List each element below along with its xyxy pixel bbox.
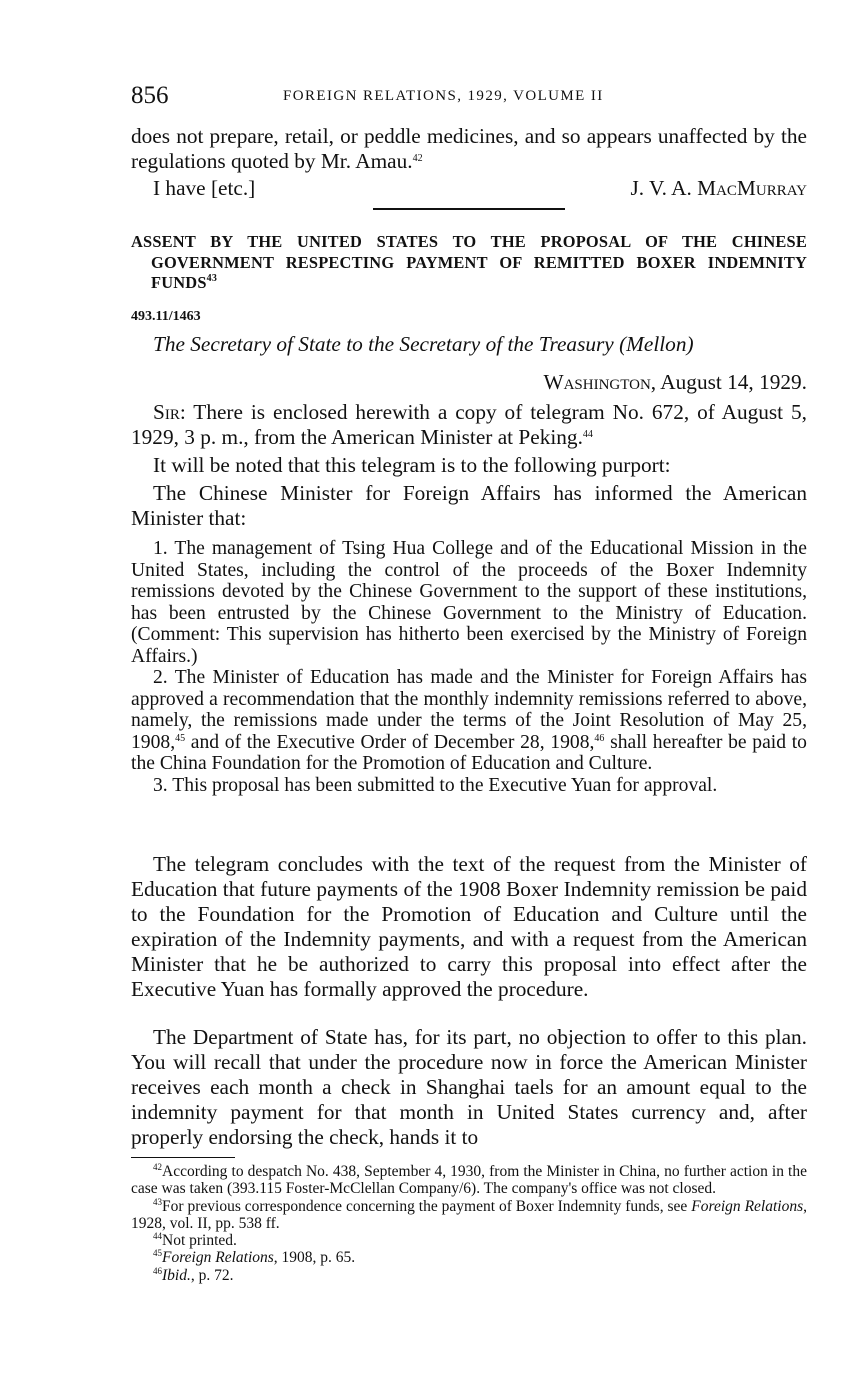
footnote-45	[131, 1249, 807, 1266]
footnote-46-italic: Ibid.	[162, 1266, 191, 1284]
section-heading	[131, 232, 807, 294]
paragraph-1-text: : There is enclosed herewith a copy of telegram No. 672, of August 5, 1929, 3 p. m., from the American Minister at Peking.	[131, 400, 807, 449]
dateline-place: Washington	[543, 370, 651, 394]
opening-paragraph	[131, 124, 807, 174]
section-heading-text: ASSENT BY THE UNITED STATES TO THE PROPOSAL OF THE CHINESE GOVERNMENT RESPECTING PAYMENT OF REMITTED BOXER INDEMNITY FUNDS	[131, 232, 807, 292]
closing-formula: I have [etc.]	[153, 176, 256, 200]
letter-paragraph-5: The Department of State has, for its part, no objection to offer to this plan. You will recall that under the procedure now in force the American Minister receives each month a check in Shanghai taels for an amount equal to the indemnity payment for that month in United States currency and, after properly endorsing the check, hands it to	[131, 1025, 807, 1149]
letter-paragraph-3: The Chinese Minister for Foreign Affairs has informed the American Minister that:	[131, 481, 807, 530]
footnote-ref-45[interactable]: 45	[175, 732, 186, 744]
footnote-42-mark: 42	[153, 1162, 162, 1172]
list-item-2	[131, 667, 807, 775]
footnote-44-mark: 44	[153, 1231, 162, 1242]
footnote-43-mark: 43	[153, 1196, 162, 1207]
salutation: Sir	[153, 400, 180, 424]
footnotes	[131, 1163, 807, 1284]
footnote-43	[131, 1198, 807, 1233]
list-item-2-part-c: shall hereafter be paid to the China Foundation for the Promotion of Education and Culture.	[131, 731, 807, 774]
opening-text: does not prepare, retail, or peddle medicines, and so appears unaffected by the regulations quoted by Mr. Amau.	[131, 124, 807, 173]
list-item-3: 3. This proposal has been submitted to the Executive Yuan for approval.	[153, 774, 718, 796]
list-item-1: 1. The management of Tsing Hua College and of the Educational Mission in the United States, including the control of the proceeds of the Boxer Indemnity remissions devoted by the Chinese Government to the support of these institutions, has been entrusted by the Chinese Government to the Ministry of Education. (Comment: This supervision has hitherto been exercised by the Ministry of Foreign Affairs.)	[131, 538, 807, 667]
running-title: FOREIGN RELATIONS, 1929, VOLUME II	[283, 88, 604, 104]
footnote-ref-42[interactable]: 42	[412, 153, 423, 164]
page-number: 856	[131, 82, 169, 109]
letter-paragraph-1	[131, 400, 807, 450]
list-item-2-part-a: 2. The Minister of Education has made and the Minister for Foreign Affairs has approved a recommendation that the monthly indemnity remissions referred to above, namely, the remissions made under the terms of the Joint Resolution of May 25, 1908,	[131, 667, 807, 753]
numbered-list	[131, 538, 807, 796]
section-divider	[373, 208, 565, 210]
footnote-42-text: According to despatch No. 438, September 4, 1930, from the Minister in China, no further action in the case was taken (393.115 Foster-McClellan Company/6). The company's office was not closed.	[131, 1163, 807, 1198]
dateline-date: , August 14, 1929.	[650, 370, 807, 394]
footnote-46-text: , p. 72.	[190, 1266, 234, 1284]
closing-row	[131, 176, 807, 202]
footnote-43-italic: Foreign Relations	[691, 1197, 804, 1215]
dateline	[543, 370, 807, 395]
footnote-45-text: , 1908, p. 65.	[273, 1249, 356, 1267]
letter-paragraph-4: The telegram concludes with the text of the request from the Minister of Education that future payments of the 1908 Boxer Indemnity remission be paid to the Foundation for the Promotion of Education and Culture until the expiration of the Indemnity payments, and with a request from the American Minister that he be authorized to carry this proposal into effect after the Executive Yuan has formally approved the procedure.	[131, 852, 807, 1001]
list-item-2-part-b: and of the Executive Order of December 28, 1908,	[185, 731, 595, 753]
page-header	[131, 82, 807, 112]
footnote-42	[131, 1163, 807, 1198]
footnote-43-text-a: For previous correspondence concerning the payment of Boxer Indemnity funds, see	[162, 1197, 692, 1215]
footnote-ref-44[interactable]: 44	[582, 429, 593, 440]
footnote-46-mark: 46	[153, 1265, 162, 1276]
footnote-ref-46[interactable]: 46	[594, 732, 605, 744]
footnote-45-mark: 45	[153, 1248, 162, 1259]
document-title: The Secretary of State to the Secretary of the Treasury (Mellon)	[153, 332, 694, 356]
footnote-divider	[131, 1157, 235, 1158]
signature: J. V. A. MacMurray	[630, 176, 807, 200]
footnote-45-italic: Foreign Relations	[162, 1249, 274, 1267]
footnote-46	[131, 1267, 807, 1284]
footnote-43-text-b: , 1928, vol. II, pp. 538 ff.	[131, 1197, 807, 1232]
letter-paragraph-2: It will be noted that this telegram is to the following purport:	[153, 453, 671, 477]
footnote-ref-43[interactable]: 43	[206, 273, 218, 284]
footnote-44	[131, 1232, 807, 1249]
file-number: 493.11/1463	[131, 309, 201, 324]
footnote-44-text: Not printed.	[162, 1232, 237, 1250]
